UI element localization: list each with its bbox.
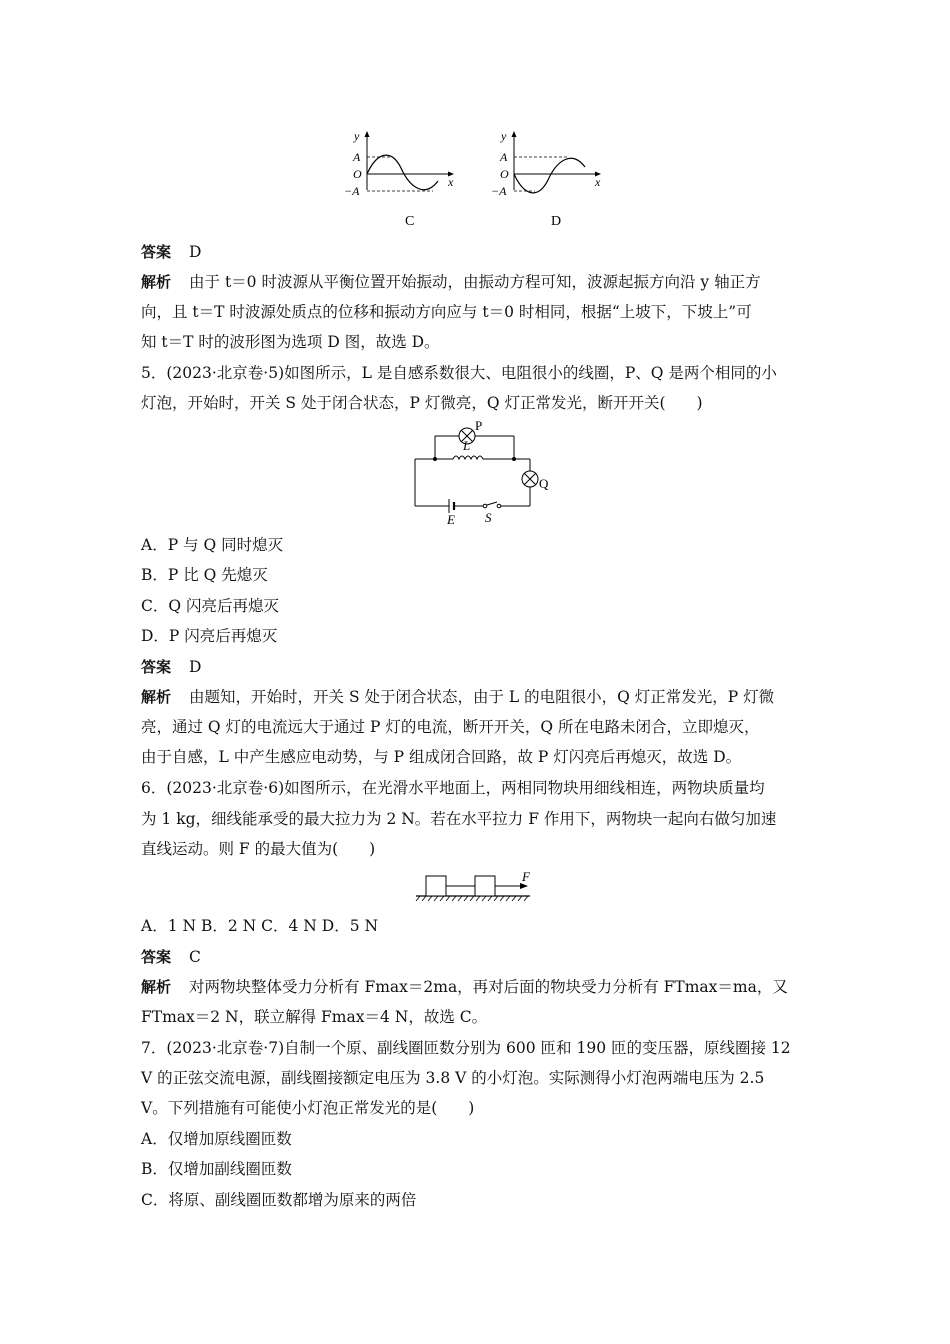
graph-c-y-label: y — [354, 129, 360, 143]
q6-stem-line-3: 直线运动。则 F 的最大值为( ) — [141, 840, 376, 858]
q5-option-a: A．P 与 Q 同时熄灭 — [141, 536, 284, 554]
graph-d-origin-label: O — [500, 167, 509, 181]
circuit-figure — [405, 418, 555, 528]
q4-analysis-text: 由于 t＝0 时波源从平衡位置开始振动，由振动方程可知，波源起振方向沿 y 轴正方 — [189, 273, 761, 291]
q5-option-b: B．P 比 Q 先熄灭 — [141, 566, 268, 584]
q7-option-b: B．仅增加副线圈匝数 — [141, 1160, 292, 1178]
q4-answer — [141, 237, 201, 267]
q5-stem-line-2: 灯泡，开始时，开关 S 处于闭合状态，P 灯微亮，Q 灯正常发光，断开开关( ) — [141, 394, 703, 412]
blocks-figure — [412, 868, 537, 908]
inductor-l-label: L — [463, 438, 471, 453]
blocks-diagram — [412, 868, 537, 908]
q7-stem-line-2: V 的正弦交流电源，副线圈接额定电压为 3.8 V 的小灯泡。实际测得小灯泡两端电压为 2.5 — [141, 1069, 765, 1087]
q4-analysis-line-2: 向，且 t＝T 时波源处质点的位移和振动方向应与 t＝0 时相同，根据“上坡下，下坡上”可 — [141, 303, 752, 321]
q7-option-a: A．仅增加原线圈匝数 — [141, 1130, 292, 1148]
q6-answer-value: C — [189, 948, 201, 966]
q4-analysis-label: 解析 — [141, 273, 172, 291]
force-f-label: F — [522, 869, 530, 884]
q5-option-c: C．Q 闪亮后再熄灭 — [141, 597, 279, 615]
q6-answer — [141, 942, 201, 972]
q5-analysis-label: 解析 — [141, 688, 172, 706]
q6-analysis-text: 对两物块整体受力分析有 Fmax＝2ma，再对后面的物块受力分析有 FTmax＝ma，又 — [189, 978, 788, 996]
inductor-l — [453, 456, 483, 459]
lamp-p-label: P — [475, 418, 483, 433]
q4-analysis-line-3: 知 t＝T 时的波形图为选项 D 图，故选 D。 — [141, 333, 440, 351]
q6-answer-label: 答案 — [141, 948, 172, 966]
q6-analysis-label: 解析 — [141, 978, 172, 996]
q5-analysis-text: 由题知，开始时，开关 S 处于闭合状态，由于 L 的电阻很小，Q 灯正常发光，P 灯微 — [189, 688, 775, 706]
circuit-diagram — [405, 418, 555, 528]
q7-stem-line-1: 7．(2023·北京卷·7)自制一个原、副线圈匝数分别为 600 匝和 190 匝的变压器，原线圈接 12 — [141, 1039, 791, 1057]
switch-s — [483, 504, 487, 508]
q5-analysis-line-2: 亮，通过 Q 灯的电流远大于通过 P 灯的电流，断开开关，Q 所在电路未闭合，立即熄灭， — [141, 718, 760, 736]
graph-d-caption: D — [551, 214, 562, 229]
graph-d — [487, 128, 612, 233]
switch-s-label: S — [485, 510, 492, 525]
graph-d-a-label: A — [500, 150, 508, 164]
q5-answer-label: 答案 — [141, 658, 172, 676]
graph-c — [340, 128, 465, 233]
q5-analysis-line-3: 由于自感，L 中产生感应电动势，与 P 组成闭合回路，故 P 灯闪亮后再熄灭，故选 D。 — [141, 748, 742, 766]
graph-c-caption: C — [405, 214, 415, 229]
graph-c-x-label: x — [448, 175, 454, 189]
block-right — [475, 876, 495, 896]
q5-answer — [141, 652, 201, 682]
graph-c-neg-a-label: −A — [344, 184, 360, 198]
q7-stem-line-3: V。下列措施有可能使小灯泡正常发光的是( ) — [141, 1099, 475, 1117]
graph-d-y-label: y — [501, 129, 507, 143]
q6-stem-line-2: 为 1 kg，细线能承受的最大拉力为 2 N。若在水平拉力 F 作用下，两物块一起向右做匀加速 — [141, 810, 777, 828]
graph-c-plot — [340, 128, 465, 233]
block-left — [426, 876, 446, 896]
battery-e-label: E — [447, 512, 455, 527]
q6-options: A．1 N B．2 N C．4 N D．5 N — [141, 917, 379, 935]
q5-analysis-line-1 — [141, 682, 774, 712]
q6-analysis-line-1 — [141, 972, 788, 1002]
graph-d-neg-a-label: −A — [491, 184, 507, 198]
graph-d-plot — [487, 128, 612, 233]
graph-d-x-label: x — [595, 175, 601, 189]
q4-analysis-line-1 — [141, 267, 761, 297]
q5-stem-line-1: 5．(2023·北京卷·5)如图所示，L 是自感系数很大、电阻很小的线圈，P、Q 是两个相同的小 — [141, 364, 777, 382]
q6-stem-line-1: 6．(2023·北京卷·6)如图所示，在光滑水平地面上，两相同物块用细线相连，两物块质量均 — [141, 779, 765, 797]
q4-answer-label: 答案 — [141, 243, 172, 261]
graph-c-a-label: A — [353, 150, 361, 164]
q5-answer-value: D — [189, 658, 202, 676]
lamp-q-label: Q — [539, 476, 549, 491]
q6-analysis-line-2: FTmax＝2 N，联立解得 Fmax＝4 N，故选 C。 — [141, 1008, 488, 1026]
q4-answer-value: D — [189, 243, 202, 261]
q7-option-c: C．将原、副线圈匝数都增为原来的两倍 — [141, 1191, 417, 1209]
q5-option-d: D．P 闪亮后再熄灭 — [141, 627, 278, 645]
graph-c-origin-label: O — [353, 167, 362, 181]
